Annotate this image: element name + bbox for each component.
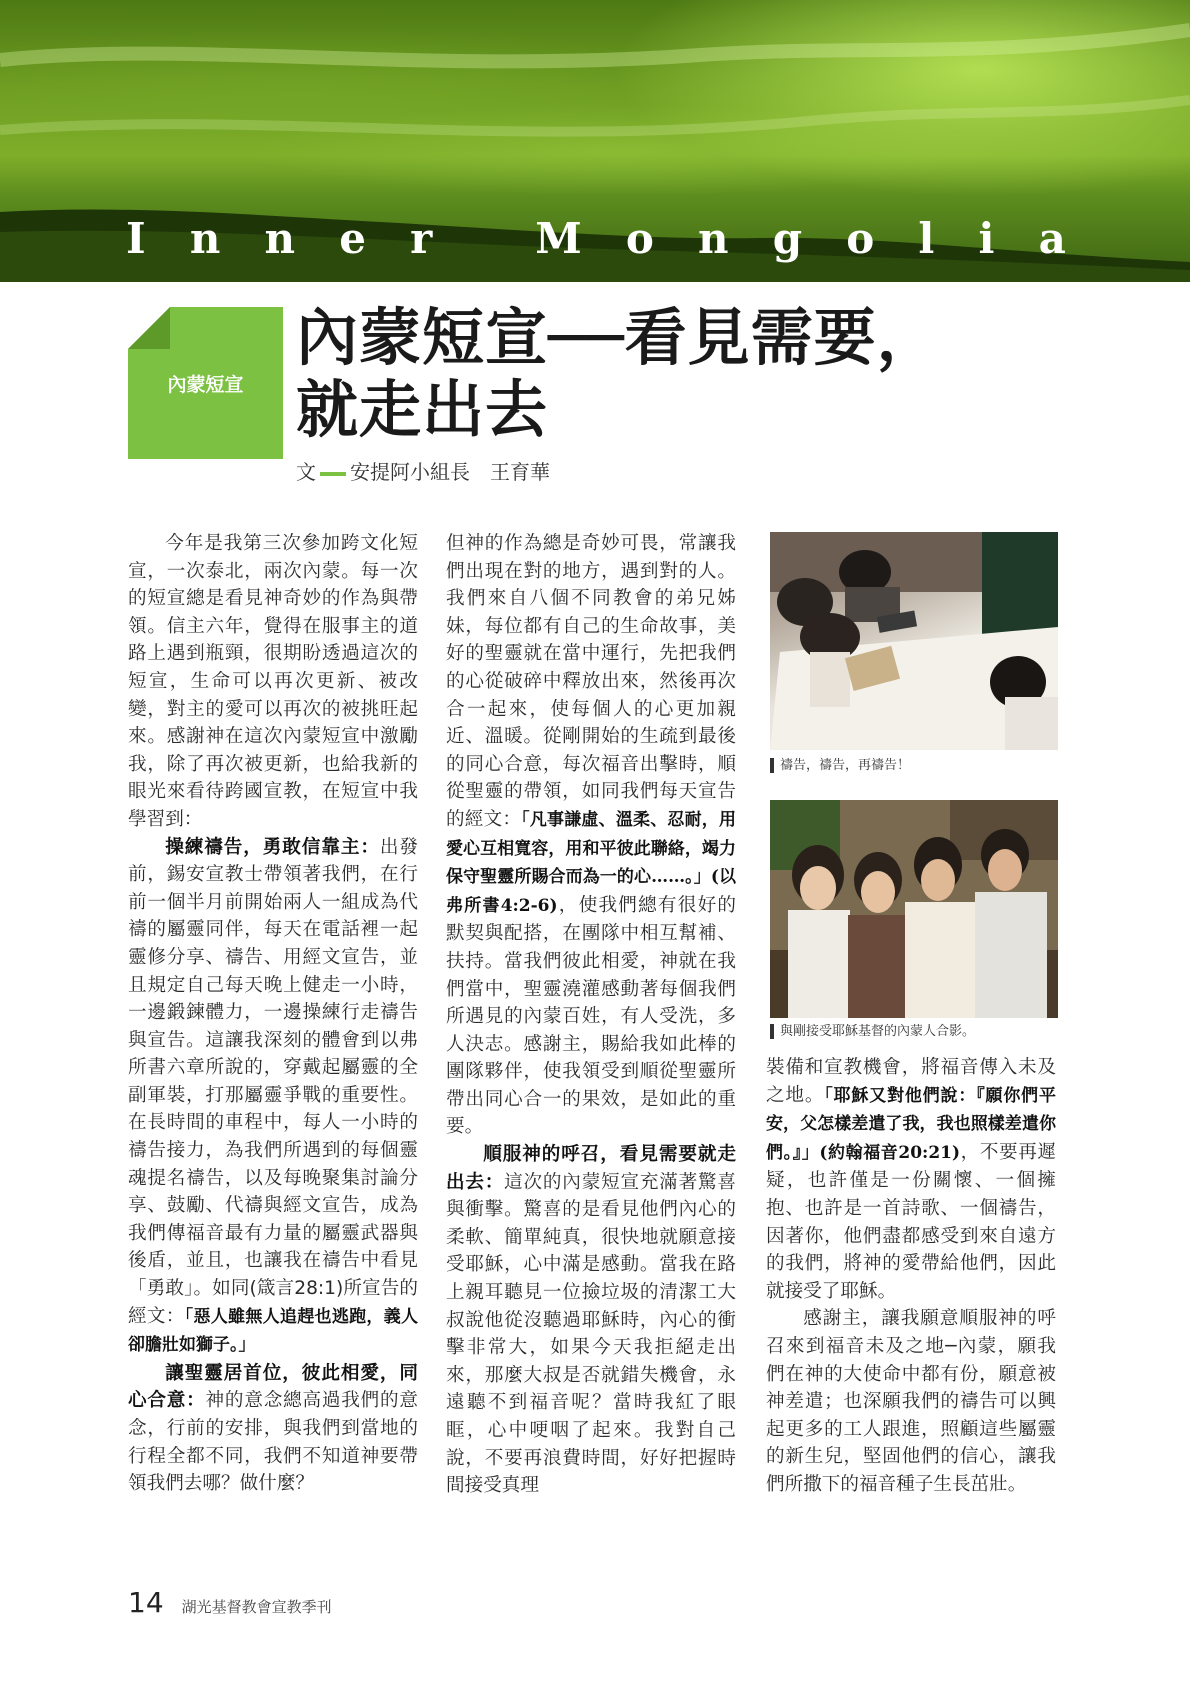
byline-author: 安提阿小組長 王育華 <box>350 460 550 484</box>
article-column-1 <box>128 530 418 1498</box>
byline-dash <box>320 472 346 476</box>
paragraph-text: 出發前，錫安宣教士帶領著我們，在行前一個半月前開始兩人一組成為代禱的屬靈同伴，每天在電話裡一起靈修分享、禱告、用經文宣告，並且規定自己每天晚上健走一小時，一邊鍛鍊體力，一邊操練行走禱告與宣告。這讓我深刻的體會到以弗所書六章所說的，穿戴起屬靈的全副軍裝，打那屬靈爭戰的重要性。在長時間的車程中，每人一小時的禱告接力，為我們所遇到的每個靈魂提名禱告，以及每晚聚集討論分享、鼓勵、代禱與經文宣告，成為我們傳福音最有力量的屬靈武器與後盾，並且，也讓我在禱告中看見「勇敢」。如同(箴言28:1)所宣告的經文： <box>128 836 418 1327</box>
banner-letter: r <box>410 214 433 263</box>
paragraph: 感謝主，讓我願意順服神的呼召來到福音未及之地─內蒙，願我們在神的大使命中都有份，願意被神差遣；也深願我們的禱告可以興起更多的工人跟進，照顧這些屬靈的新生兒，堅固他們的信心，讓我們所撒下的福音種子生長茁壯。 <box>766 1308 1056 1495</box>
banner-letter: I <box>126 214 146 263</box>
scripture-quote: 「凡事謙虛、溫柔、忍耐，用愛心互相寬容，用和平彼此聯絡，竭力保守聖靈所賜合而為一的心……。」(以弗所書4:2-6) <box>446 809 736 916</box>
banner-letter: n <box>189 214 221 263</box>
paragraph <box>766 1054 1056 1305</box>
banner-letter: l <box>918 214 935 263</box>
banner-letter: n <box>698 214 729 263</box>
photo-1-caption: 禱告，禱告，再禱告！ <box>770 758 910 773</box>
paragraph <box>128 1360 418 1498</box>
paragraph-text: ，不要再遲疑，也許僅是一份關懷、一個擁抱、也許是一首詩歌、一個禱告，因著你，他們盡都感受到來自遠方的我們，將神的愛帶給他們，因此就接受了耶穌。 <box>766 1141 1056 1302</box>
section-tag <box>128 307 283 459</box>
scripture-quote: 「耶穌又對他們說：『願你們平安，父怎樣差遣了我，我也照樣差遣你們。』」(約翰福音20:21) <box>766 1085 1056 1163</box>
byline <box>296 456 550 485</box>
magazine-name: 湖光基督教會宣教季刊 <box>181 1598 332 1616</box>
paragraph-text: 這次的內蒙短宣充滿著驚喜與衝擊。驚喜的是看見他們內心的柔軟、簡單純真，很快地就願意接受耶穌，心中滿是感動。當我在路上親耳聽見一位撿垃圾的清潔工大叔說他從沒聽過耶穌時，內心的衝擊非常大，如果今天我拒絕走出來，那麼大叔是否就錯失機會，永遠聽不到福音呢？當時我紅了眼眶，心中哽咽了起來。我對自己說，不要再浪費時間，好好把握時間接受真理 <box>446 1171 736 1497</box>
photo-group-illustration <box>770 800 1058 1018</box>
paragraph-text: 但神的作為總是奇妙可畏，常讓我們出現在對的地方，遇到對的人。我們來自八個不同教會的弟兄姊妹，每位都有自己的生命故事，美好的聖靈就在當中運行，先把我們的心從破碎中釋放出來，然後再次合一起來，使每個人的心更加親近、溫暖。從剛開始的生疏到最後的同心合意，每次福音出擊時，順從聖靈的帶領，如同我們每天宣告的經文： <box>446 533 736 830</box>
photo-2-caption: 與剛接受耶穌基督的內蒙人合影。 <box>770 1024 975 1039</box>
section-tag-label: 內蒙短宣 <box>167 374 244 396</box>
article-column-3 <box>766 1054 1056 1499</box>
tag-fold-shadow <box>128 307 170 349</box>
header-banner <box>0 0 1190 282</box>
page-footer <box>128 1586 332 1619</box>
banner-letter: a <box>1038 214 1066 263</box>
scripture-quote: 「惡人雖無人追趕也逃跑，義人卻膽壯如獅子。」 <box>128 1306 418 1356</box>
page-number: 14 <box>128 1586 164 1619</box>
headline-line-1: 內蒙短宣──看見需要， <box>296 301 940 374</box>
paragraph <box>446 1141 736 1500</box>
banner-letter: o <box>846 214 875 263</box>
banner-letter: M <box>535 214 582 263</box>
subheading: 順服神的呼召，看見需要就走出去： <box>446 1144 736 1193</box>
article-headline <box>296 302 1076 446</box>
subheading: 操練禱告，勇敢信靠主： <box>165 836 380 858</box>
photo-praying-group <box>770 532 1058 750</box>
paragraph-text: 裝備和宣教機會，將福音傳入未及之地。 <box>766 1057 1056 1106</box>
subheading: 讓聖靈居首位，彼此相愛，同心合意： <box>128 1362 418 1412</box>
banner-word-gap <box>476 218 491 260</box>
paragraph: 今年是我第三次參加跨文化短宣，一次泰北，兩次內蒙。每一次的短宣總是看見神奇妙的作為與帶領。信主六年，覺得在服事主的道路上遇到瓶頸，很期盼透過這次的短宣，生命可以再次更新、被改變，對主的愛可以再次的被挑旺起來。感謝神在這次內蒙短宣中激勵我，除了再次被更新，也給我新的眼光來看待跨國宣教，在短宣中我學習到： <box>128 533 418 830</box>
paragraph-text: 神的意念總高過我們的意念，行前的安排，與我們到當地的行程全都不同，我們不知道神要帶領我們去哪？做什麼？ <box>128 1390 418 1495</box>
paragraph-text: ，使我們總有很好的默契與配搭，在團隊中相互幫補、扶持。當我們彼此相愛，神就在我們當中，聖靈澆灌感動著每個我們所遇見的內蒙百姓，有人受洗，多人決志。感謝主，賜給我如此棒的團隊夥伴，使我領受到順從聖靈所帶出同心合一的果效，是如此的重要。 <box>446 894 736 1138</box>
banner-letter: o <box>625 214 654 263</box>
paragraph <box>128 834 418 1360</box>
banner-letter: n <box>264 214 296 263</box>
headline-line-2: 就走出去 <box>296 373 549 446</box>
photo-group-with-new-believers <box>770 800 1058 1018</box>
banner-letter: e <box>339 214 366 263</box>
banner-title-inner-mongolia <box>126 214 1066 263</box>
paragraph <box>446 530 736 1141</box>
banner-letter: g <box>772 214 803 263</box>
article-column-2 <box>446 530 736 1500</box>
byline-prefix: 文 <box>296 460 316 484</box>
banner-letter: i <box>978 214 995 263</box>
photo-praying-illustration <box>770 532 1058 750</box>
